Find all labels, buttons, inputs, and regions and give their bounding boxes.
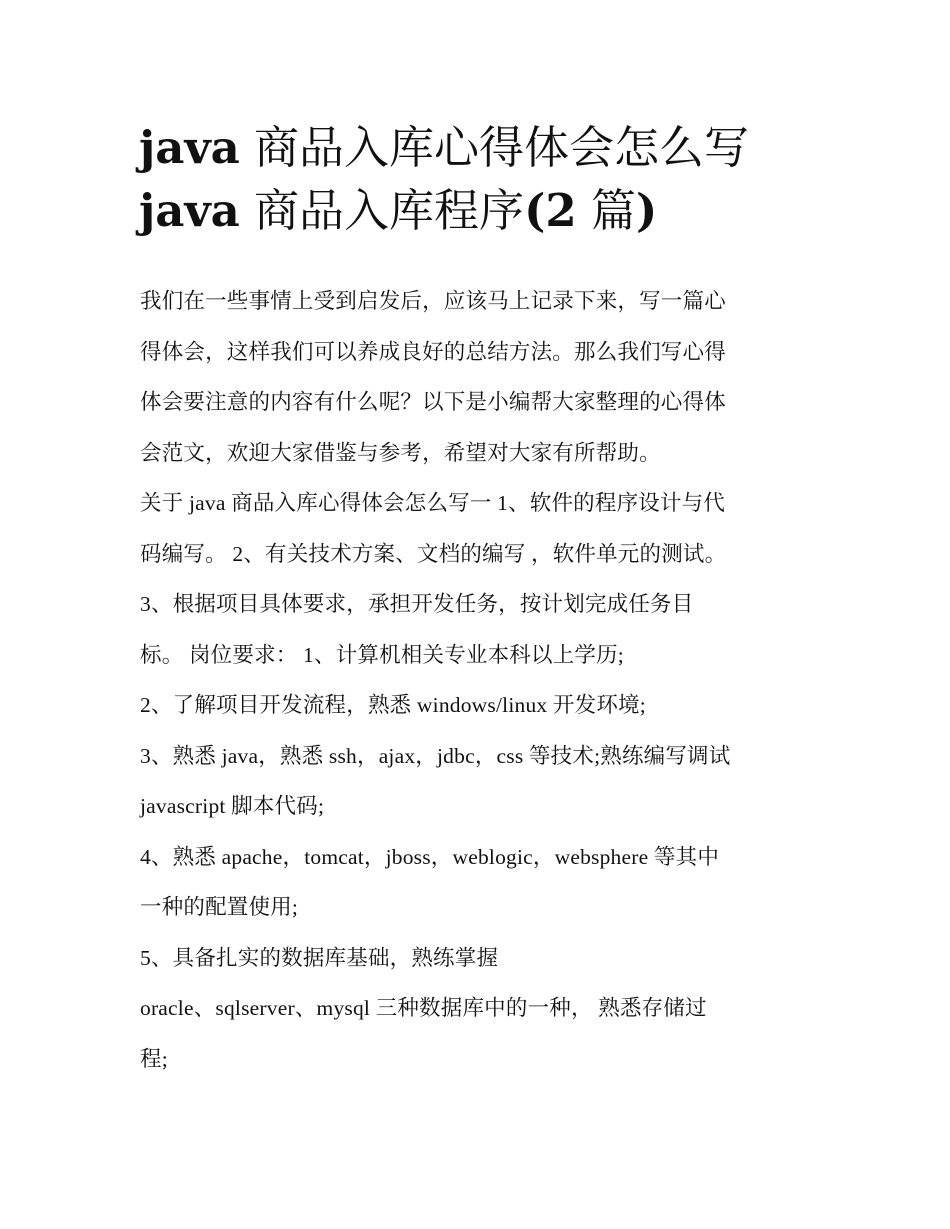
body-text [140, 276, 820, 1084]
body-line: 一种的配置使用; [140, 895, 299, 919]
title-line-1 [139, 116, 839, 179]
title-line-2 [139, 179, 839, 242]
body-line: 得体会，这样我们可以养成良好的总结方法。那么我们写心得 [140, 339, 726, 364]
body-line: 2、了解项目开发流程，熟悉 windows/linux 开发环境; [140, 693, 646, 717]
title-text-2: 商品入库程序 [239, 184, 525, 237]
title-java-2: java [139, 184, 240, 237]
body-line: 体会要注意的内容有什么呢？以下是小编帮大家整理的心得体 [140, 390, 726, 414]
body-line: 我们在一些事情上受到启发后，应该马上记录下来，写一篇心 [140, 289, 726, 313]
title-unit: 篇 [576, 184, 636, 237]
body-line: 码编写。 2、有关技术方案、文档的编写 ，软件单元的测试。 [140, 541, 727, 566]
body-line: 4、熟悉 apache，tomcat，jboss，weblogic，websphere 等其中 [140, 844, 720, 869]
body-line: 关于 java 商品入库心得体会怎么写一 1、软件的程序设计与代 [140, 491, 726, 515]
body-line: 3、熟悉 java，熟悉 ssh，ajax，jdbc，css 等技术;熟练编写调试 [140, 743, 731, 768]
title-java-1: java [139, 121, 240, 174]
body-line: oracle、sqlserver、mysql 三种数据库中的一种， 熟悉存储过 [140, 996, 707, 1020]
body-line: 5、具备扎实的数据库基础，熟练掌握 [140, 945, 499, 970]
title-count: (2 [524, 184, 577, 237]
title-text-1: 商品入库心得体会怎么写 [239, 121, 750, 174]
body-line: 会范文，欢迎大家借鉴与参考，希望对大家有所帮助。 [140, 440, 661, 465]
body-line: 程; [140, 1046, 168, 1071]
body-line: 3、根据项目具体要求，承担开发任务，按计划完成任务目 [140, 592, 694, 616]
body-line: 标。 岗位要求： 1、计算机相关专业本科以上学历; [140, 642, 624, 667]
title-close-paren: ) [635, 184, 658, 237]
body-line: javascript 脚本代码; [140, 794, 325, 818]
page-title [139, 116, 839, 242]
